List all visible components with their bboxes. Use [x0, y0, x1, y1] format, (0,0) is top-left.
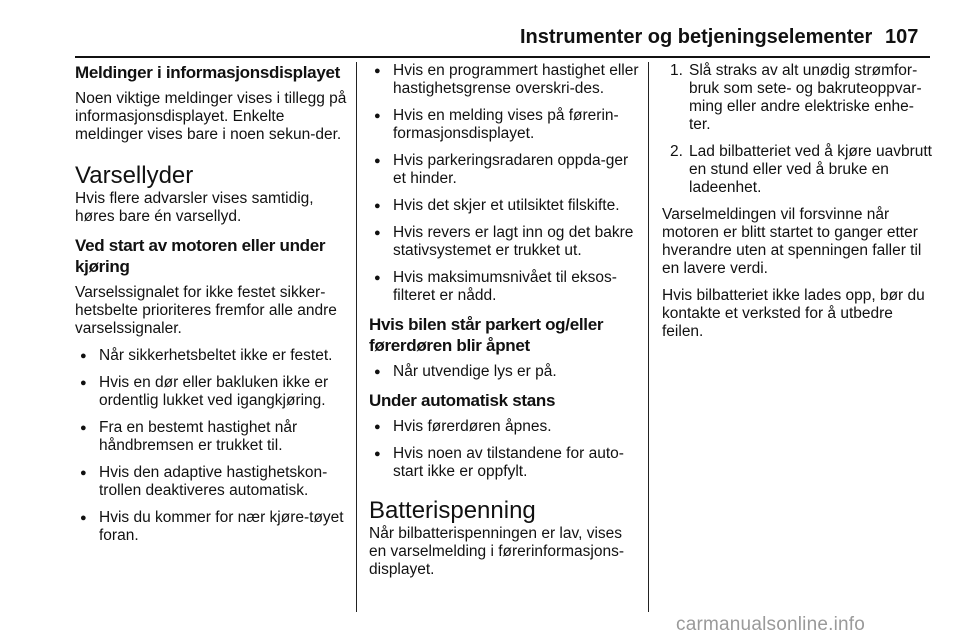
- header-rule: [75, 56, 930, 58]
- list-item: ● Hvis maksimumsnivået til eksos-filteret er nådd.: [369, 269, 639, 305]
- page-header-title: Instrumenter og betjeningselementer: [520, 26, 873, 48]
- bullet-list: [369, 62, 639, 305]
- subheading-engine-start: Ved start av motoren eller under kjøring: [75, 236, 326, 276]
- column-1: [75, 62, 347, 554]
- list-item: ● Når sikkerhetsbeltet ikke er festet.: [75, 347, 347, 365]
- column-divider: [356, 62, 357, 612]
- paragraph: Varselmeldingen vil forsvinne når motoren er blitt startet to ganger etter hverandre uten at spenningen faller til en lavere verdi.: [662, 206, 922, 277]
- bullet-list: [75, 347, 347, 545]
- list-item: ● Hvis det skjer et utilsiktet filskifte.: [369, 197, 639, 215]
- bullet-list: [369, 418, 639, 481]
- paragraph: Noen viktige meldinger vises i tillegg på informasjonsdisplayet. Enkelte meldinger vises bare i noen sekun-der.: [75, 90, 347, 143]
- section-heading-warning-sounds: Varsellyder: [75, 162, 194, 189]
- list-item: ● Hvis revers er lagt inn og det bakre stativsystemet er trukket ut.: [369, 224, 639, 260]
- list-item: [662, 143, 932, 197]
- list-item: [662, 62, 932, 134]
- page-number: 107: [885, 26, 919, 48]
- list-item: ● Hvis en programmert hastighet eller hastighetsgrense overskri-des.: [369, 62, 639, 98]
- list-item: ● Hvis parkeringsradaren oppda-ger et hinder.: [369, 152, 639, 188]
- list-item: ● Når utvendige lys er på.: [369, 363, 639, 381]
- list-item: ● Fra en bestemt hastighet når håndbremsen er trukket til.: [75, 419, 347, 455]
- list-item: ● Hvis en melding vises på førerin-formasjonsdisplayet.: [369, 107, 639, 143]
- paragraph: Varselssignalet for ikke festet sikker-hetsbelte prioriteres fremfor alle andre varselssignaler.: [75, 284, 337, 337]
- list-item: ● Hvis du kommer for nær kjøre-tøyet foran.: [75, 509, 347, 545]
- section-heading-battery-voltage: Batterispenning: [369, 497, 536, 524]
- paragraph: Hvis bilbatteriet ikke lades opp, bør du kontakte et verksted for å utbedre feilen.: [662, 287, 925, 340]
- column-3: [662, 62, 932, 350]
- paragraph: Hvis flere advarsler vises samtidig, høres bare én varsellyd.: [75, 190, 314, 225]
- column-2: [369, 62, 639, 588]
- list-item: ● Hvis noen av tilstandene for auto-start ikke er oppfylt.: [369, 445, 639, 481]
- list-item: ● Hvis en dør eller bakluken ikke er ordentlig lukket ved igangkjøring.: [75, 374, 347, 410]
- step-text: Lad bilbatteriet ved å kjøre uavbrutt en stund eller ved å bruke en ladeenhet.: [689, 143, 932, 196]
- bullet-list: [369, 363, 639, 381]
- list-item: ● Hvis den adaptive hastighetskon-trollen deaktiveres automatisk.: [75, 464, 347, 500]
- paragraph: Når bilbatterispenningen er lav, vises en varselmelding i førerinformasjons-displayet.: [369, 525, 624, 578]
- watermark: carmanualsonline.info: [676, 614, 866, 635]
- subheading-auto-stop: Under automatisk stans: [369, 391, 556, 410]
- subheading-parked: Hvis bilen står parkert og/eller førerdøren blir åpnet: [369, 315, 604, 355]
- step-text: Slå straks av alt unødig strømfor-bruk som sete- og bakruteoppvar-ming eller andre elektriske enhe-ter.: [689, 62, 922, 133]
- column-divider: [648, 62, 649, 612]
- numbered-list: [662, 62, 932, 197]
- step-number: 1.: [670, 62, 683, 79]
- step-number: 2.: [670, 143, 683, 160]
- section-heading-info-messages: Meldinger i informasjonsdisplayet: [75, 63, 340, 82]
- list-item: ● Hvis førerdøren åpnes.: [369, 418, 639, 436]
